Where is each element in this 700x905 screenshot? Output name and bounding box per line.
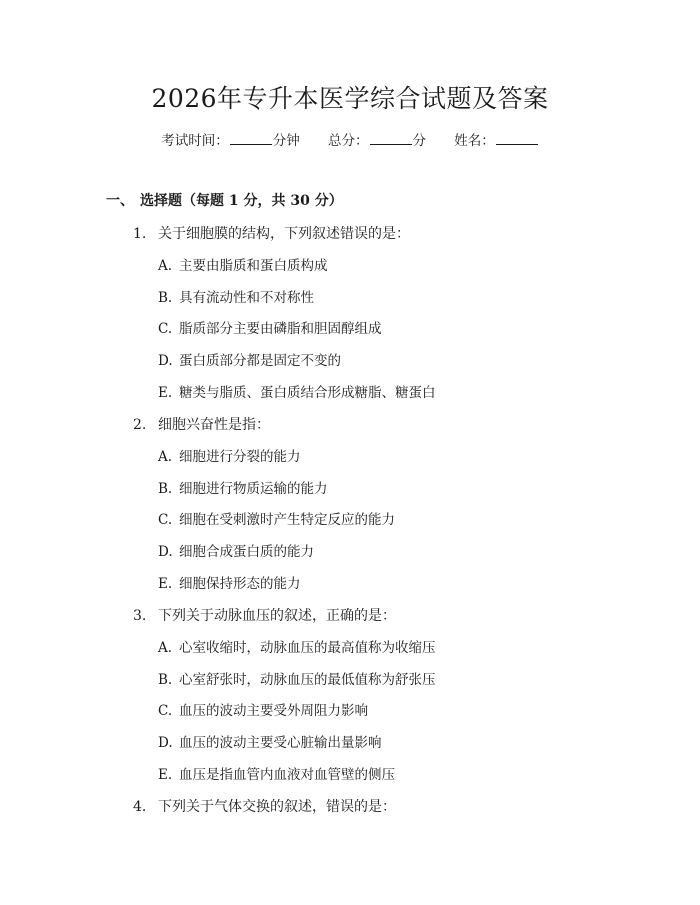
option-text: 细胞进行物质运输的能力 xyxy=(179,481,328,497)
option-label: D. xyxy=(158,735,173,751)
exam-meta xyxy=(0,130,700,151)
option-text: 细胞进行分裂的能力 xyxy=(179,449,301,465)
student-name-label: 姓名： xyxy=(454,133,495,149)
option-text: 心室收缩时，动脉血压的最高值称为收缩压 xyxy=(179,640,436,656)
option-label: E. xyxy=(158,767,173,783)
option-text: 脂质部分主要由磷脂和胆固醇组成 xyxy=(179,321,382,337)
option-text: 蛋白质部分都是固定不变的 xyxy=(179,353,341,369)
option-1-b xyxy=(158,287,314,309)
option-2-c xyxy=(158,509,395,531)
student-name xyxy=(454,130,539,151)
option-text: 细胞保持形态的能力 xyxy=(179,576,301,592)
question-text: 下列关于气体交换的叙述，错误的是： xyxy=(158,799,396,815)
question-text: 关于细胞膜的结构，下列叙述错误的是： xyxy=(158,226,410,242)
option-2-d xyxy=(158,541,314,563)
section-number: 一、 xyxy=(106,193,134,209)
option-text: 具有流动性和不对称性 xyxy=(179,290,314,306)
option-text: 主要由脂质和蛋白质构成 xyxy=(179,258,328,274)
option-label: C. xyxy=(158,512,173,528)
question-3 xyxy=(133,605,396,627)
option-2-b xyxy=(158,478,328,500)
option-1-d xyxy=(158,350,341,372)
exam-time xyxy=(161,130,300,151)
option-1-c xyxy=(158,318,382,340)
option-label: D. xyxy=(158,544,173,560)
option-text: 血压的波动主要受心脏输出量影响 xyxy=(179,735,382,751)
option-label: A. xyxy=(158,640,173,656)
exam-time-label: 考试时间： xyxy=(161,133,229,149)
section-heading xyxy=(106,190,343,212)
page-title: 2026年专升本医学综合试题及答案 xyxy=(151,84,549,113)
student-name-blank xyxy=(496,130,538,145)
option-label: C. xyxy=(158,321,173,337)
total-score-blank xyxy=(370,130,412,145)
total-score xyxy=(328,130,426,151)
question-number: 1. xyxy=(133,226,147,242)
option-2-e xyxy=(158,573,301,595)
question-text: 细胞兴奋性是指： xyxy=(158,417,270,433)
total-score-unit: 分 xyxy=(412,133,426,149)
option-label: B. xyxy=(158,481,173,497)
question-4 xyxy=(133,796,396,818)
option-text: 细胞在受刺激时产生特定反应的能力 xyxy=(179,512,395,528)
option-3-b xyxy=(158,669,436,691)
question-1 xyxy=(133,223,410,245)
option-label: B. xyxy=(158,290,173,306)
option-text: 血压的波动主要受外周阻力影响 xyxy=(179,703,368,719)
option-3-e xyxy=(158,764,395,786)
option-label: E. xyxy=(158,385,173,401)
option-text: 心室舒张时，动脉血压的最低值称为舒张压 xyxy=(179,672,436,688)
exam-time-unit: 分钟 xyxy=(272,133,300,149)
option-label: B. xyxy=(158,672,173,688)
option-1-a xyxy=(158,255,328,277)
question-text: 下列关于动脉血压的叙述，正确的是： xyxy=(158,608,396,624)
option-label: C. xyxy=(158,703,173,719)
option-1-e xyxy=(158,382,436,404)
option-text: 细胞合成蛋白质的能力 xyxy=(179,544,314,560)
total-score-label: 总分： xyxy=(328,133,369,149)
question-number: 3. xyxy=(133,608,147,624)
option-label: A. xyxy=(158,258,173,274)
option-3-d xyxy=(158,732,382,754)
question-number: 4. xyxy=(133,799,147,815)
option-text: 糖类与脂质、蛋白质结合形成糖脂、糖蛋白 xyxy=(179,385,436,401)
question-number: 2. xyxy=(133,417,147,433)
option-label: A. xyxy=(158,449,173,465)
option-label: D. xyxy=(158,353,173,369)
option-3-a xyxy=(158,637,436,659)
section-title: 选择题（每题 1 分，共 30 分） xyxy=(140,193,343,209)
question-2 xyxy=(133,414,270,436)
option-2-a xyxy=(158,446,301,468)
option-3-c xyxy=(158,700,368,722)
option-text: 血压是指血管内血液对血管壁的侧压 xyxy=(179,767,395,783)
exam-time-blank xyxy=(230,130,272,145)
option-label: E. xyxy=(158,576,173,592)
